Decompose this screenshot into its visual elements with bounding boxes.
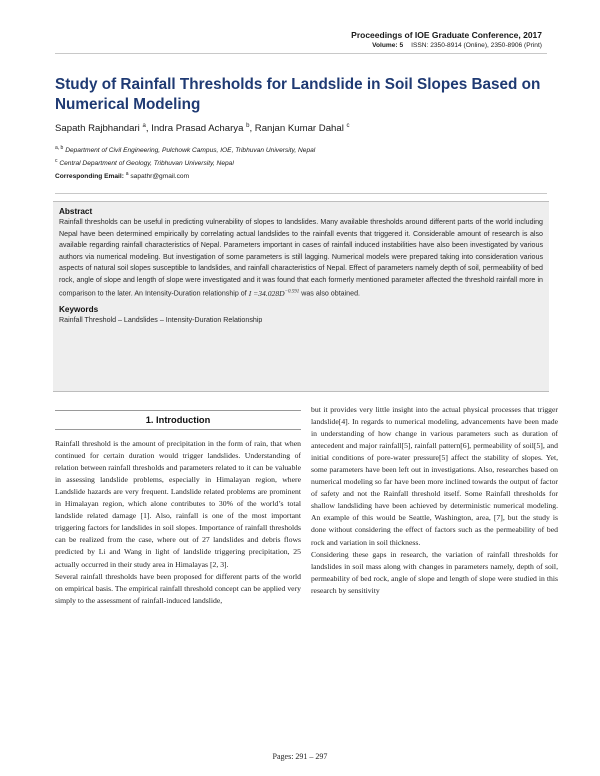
body-paragraph: but it provides very little insight into the actual physical processes that trigger landslide[4]. In regards to numerical modeling, advancements have been made in understanding of how change in various parameters such as duration of antecedent and major rainfall[5], rainfall pattern[6], permeability of soil[5], and initial conditions of pore-water pressure[5] affect the stability of slopes. Yet, some parameters have been left out in investigations. Also, researches based on numerical modeling so far have been more inclined towards the output of factor of safety and not the Rainfall threshold itself. Some Rainfall thresholds for shallow landsliding have been achieved by deterministic numerical modeling. An example of this would be Seattle, Washington, area, [7], but the study is done without considering the effect of factors such as the permeability of bed rock and variation in soil thickness. bbox=[311, 405, 558, 547]
formula-mid: =34.028D bbox=[253, 288, 285, 298]
body-paragraph: Considering these gaps in research, the variation of rainfall thresholds for landslides in soil mass along with changes in parameters namely, depth of soil, permeability of bed rock, angle of slope and length of slope were studied in this research by sensitivity bbox=[311, 549, 558, 595]
affiliation-line bbox=[55, 143, 315, 156]
body-paragraph: Several rainfall thresholds have been proposed for different parts of the world on empirical basis. The empirical rainfall threshold concept can be applied very simply to the assessment of rainfall-induced landslide, bbox=[55, 571, 301, 605]
affiliation-sup: a, b bbox=[55, 145, 64, 151]
author-sup: c bbox=[346, 123, 350, 129]
formula-lhs: I bbox=[248, 288, 252, 298]
abstract-end: was also obtained. bbox=[301, 289, 360, 298]
abstract-text bbox=[59, 217, 543, 300]
author-name: Sapath Rajbhandari bbox=[55, 123, 140, 135]
id-relationship-formula bbox=[249, 289, 300, 298]
abstract-box bbox=[53, 201, 549, 392]
right-column bbox=[311, 404, 558, 597]
conference-name: Proceedings of IOE Graduate Conference, 2017 bbox=[351, 30, 542, 40]
abstract-body: Rainfall thresholds can be useful in predicting vulnerability of slopes to landslides. Many available thresholds around different parts of the world including Nepal have been determined empirically by correlating actual landslides to the rainfall events that triggered it. Considerable amount of research is also available regarding rainfall characteristics of Nepal. Parameters important in cases of rainfall induced instabilities have also been investigated by various authors via numerical modeling. But investigation of some parameters is still lagging. Numerical models were prepared taking into consideration various aspects of natural soil slopes susceptible to landslides, and rainfall characteristics of Nepal. Effect of parameters namely depth of soil, permeability of bed rock, angle of slope and length of slope were investigated and it was found that each formerly mentioned parameter affected the threshold rainfall more in comparison to the later. An Intensity-Duration relationship of bbox=[59, 218, 543, 298]
formula-exponent: −0.591 bbox=[284, 289, 300, 294]
affiliation-line bbox=[55, 156, 315, 169]
author-sup: a bbox=[142, 123, 146, 129]
affiliations bbox=[55, 143, 315, 183]
left-column bbox=[55, 410, 301, 607]
corresponding-label: Corresponding Email bbox=[55, 173, 122, 181]
page-footer: Pages: 291 – 297 bbox=[272, 752, 328, 761]
corresponding-sup: a bbox=[125, 171, 129, 178]
affiliation-sup: c bbox=[55, 158, 58, 165]
section-heading-introduction: 1. Introduction bbox=[55, 410, 301, 430]
keywords-heading: Keywords bbox=[59, 305, 99, 315]
journal-header bbox=[351, 30, 542, 50]
issn-text: ISSN: 2350-8914 (Online), 2350-8906 (Print) bbox=[411, 42, 542, 49]
volume-label: Volume: 5 bbox=[372, 42, 404, 49]
corresponding-email[interactable]: sapathr@gmail.com bbox=[130, 173, 190, 181]
author-name: Ranjan Kumar Dahal bbox=[254, 123, 344, 135]
author-sup: b bbox=[246, 123, 250, 129]
header-rule bbox=[55, 53, 547, 54]
affiliation-text: Department of Civil Engineering, Pulchowk Campus, IOE, Tribhuvan University, Nepal bbox=[65, 147, 316, 155]
volume-issn-line bbox=[351, 41, 542, 50]
keywords-text: Rainfall Threshold – Landslides – Intensity-Duration Relationship bbox=[59, 316, 263, 325]
affiliation-text: Central Department of Geology, Tribhuvan University, Nepal bbox=[59, 160, 234, 168]
corresponding-email-line: Corresponding Email: $^a$ sapathr@gmail.com bbox=[55, 171, 190, 181]
abstract-top-rule bbox=[55, 193, 547, 194]
paper-title: Study of Rainfall Thresholds for Landslide in Soil Slopes Based on Numerical Modeling bbox=[55, 76, 541, 113]
abstract-heading: Abstract bbox=[59, 207, 93, 216]
author-name: Indra Prasad Acharya bbox=[151, 123, 244, 135]
author-list: Sapath Rajbhandari $^a$, Indra Prasad Acharya $^b$, Ranjan Kumar Dahal $^c$ bbox=[55, 123, 350, 135]
body-paragraph: Rainfall threshold is the amount of precipitation in the form of rain, that when continued for certain duration would trigger landslides. Understanding of relation between rainfall thresholds and parameters related to it can be valuable in assessing landslide problems, especially in Himalayan region, where Landslide hazards are very frequent. Landslide related problems are prominent in Himalayan region, which alone contributes to 30% of the world’s total landslide related damage [1]. Also, rainfall is one of the most important triggering factors for landslides in soil slopes. Importance of rainfall thresholds can be realized from the case, where out of 27 landslides and debris flows predicted by Li and Wang in light of landslide triggering precipitation, 25 actually occurred in their study area in Himalayas [2, 3]. bbox=[55, 439, 301, 569]
